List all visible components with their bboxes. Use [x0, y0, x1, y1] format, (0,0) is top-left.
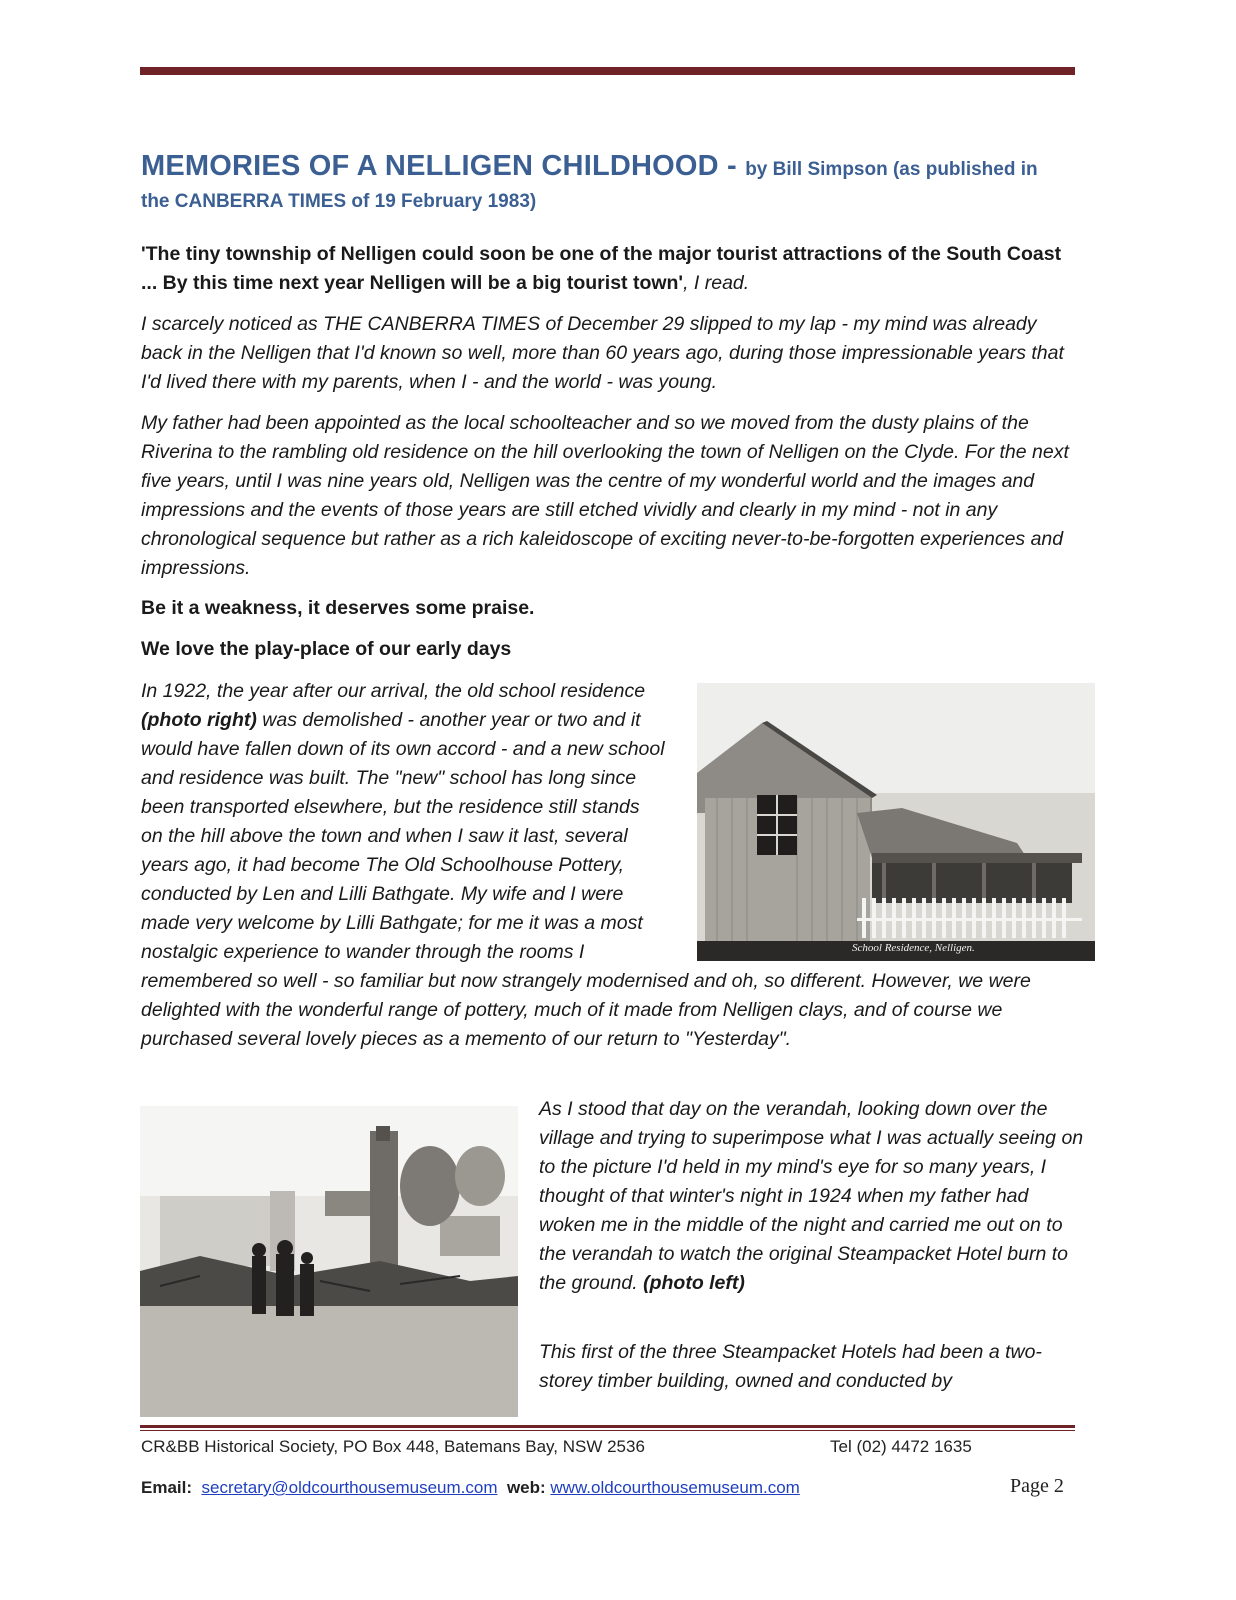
article-title [141, 148, 1081, 216]
paragraph-5: This first of the three Steampacket Hotels had been a two-storey timber building, owned and conducted by [539, 1341, 1042, 1392]
footer-contact [141, 1477, 800, 1499]
page-number: Page 2 [1010, 1475, 1064, 1497]
opening-quote [141, 240, 1076, 298]
photo-float-spacer [666, 681, 1076, 965]
photo-right-ref: (photo right) [141, 709, 257, 731]
paragraph-1: I scarcely noticed as THE CANBERRA TIMES of December 29 slipped to my lap - my mind was already back in the Nelligen that I'd known so well, more than 60 years ago, during those impressionable years that I'd lived there with my parents, when I - and the world - was young. [141, 313, 1064, 393]
web-link[interactable]: www.oldcourthousemuseum.com [550, 1478, 800, 1497]
paragraph-3a: In 1922, the year after our arrival, the old school residence [141, 680, 646, 702]
paragraph-3c: was demolished - another year or two and it would have fallen down of its own accord - and a new school and residence was built. The "new" school has long since been transported elsewhere, but the residence still stands on the hill above the town and when I saw it last, several years ago, it had become The Old Schoolhouse Pottery, conducted by Len and Lilli Bathgate. My wife and I were made very welcome by Lilli Bathgate; for me it was a most nostalgic experience to wander through the rooms I remembered so well - so familiar but now strangely modernised and oh, so different. However, we were delighted with the wonderful range of pottery, much of it made from Nelligen clays, and of course we purchased several lovely pieces as a memento of our return to "Yesterday". [141, 709, 1031, 1050]
verse-line-2: We love the play-place of our early days [141, 638, 512, 660]
quote-tail: , I read. [683, 272, 750, 294]
title-byline-cont: the CANBERRA TIMES of 19 February 1983) [141, 191, 537, 212]
email-link[interactable]: secretary@oldcourthousemuseum.com [201, 1478, 498, 1497]
paragraph-2: My father had been appointed as the local schoolteacher and so we moved from the dusty plains of the Riverina to the rambling old residence on the hill overlooking the town of Nelligen on the Clyde. For the next five years, until I was nine years old, Nelligen was the centre of my wonderful world and the images and impressions and the events of those years are still etched vividly and clearly in my mind - not in any chronological sequence but rather as a rich kaleidoscope of exciting never-to-be-forgotten experiences and impressions. [141, 412, 1069, 579]
top-rule [140, 67, 1075, 75]
web-label: web: [506, 1478, 546, 1497]
email-label: Email: [141, 1478, 193, 1497]
footer-tel: Tel (02) 4472 1635 [830, 1437, 972, 1456]
paragraph-3 [141, 677, 1076, 1054]
title-main: MEMORIES OF A NELLIGEN CHILDHOOD - [141, 150, 746, 182]
footer-address: CR&BB Historical Society, PO Box 448, Batemans Bay, NSW 2536 [141, 1437, 645, 1456]
photo-caption: School Residence, Nelligen. [852, 942, 975, 954]
hotel-fire-photo [140, 1106, 518, 1417]
photo-left-ref: (photo left) [643, 1272, 745, 1294]
title-byline: by Bill Simpson (as published in [745, 159, 1038, 180]
bottom-rule [140, 1425, 1075, 1428]
paragraph-4a: As I stood that day on the verandah, looking down over the village and trying to superimpose what I was actually seeing on to the picture I'd held in my mind's eye for so many years, I thought of that winter's night in 1924 when my father had woken me in the middle of the night and carried me out on to the verandah to watch the original Steampacket Hotel burn to the ground. [539, 1098, 1084, 1294]
verse-line-1: Be it a weakness, it deserves some praise. [141, 597, 535, 619]
quote-text: 'The tiny township of Nelligen could soon be one of the major tourist attractions of the South Coast ... By this time next year Nelligen will be a big tourist town' [141, 243, 1062, 294]
paragraph-4 [539, 1095, 1084, 1298]
bottom-rule-thin [140, 1430, 1075, 1431]
